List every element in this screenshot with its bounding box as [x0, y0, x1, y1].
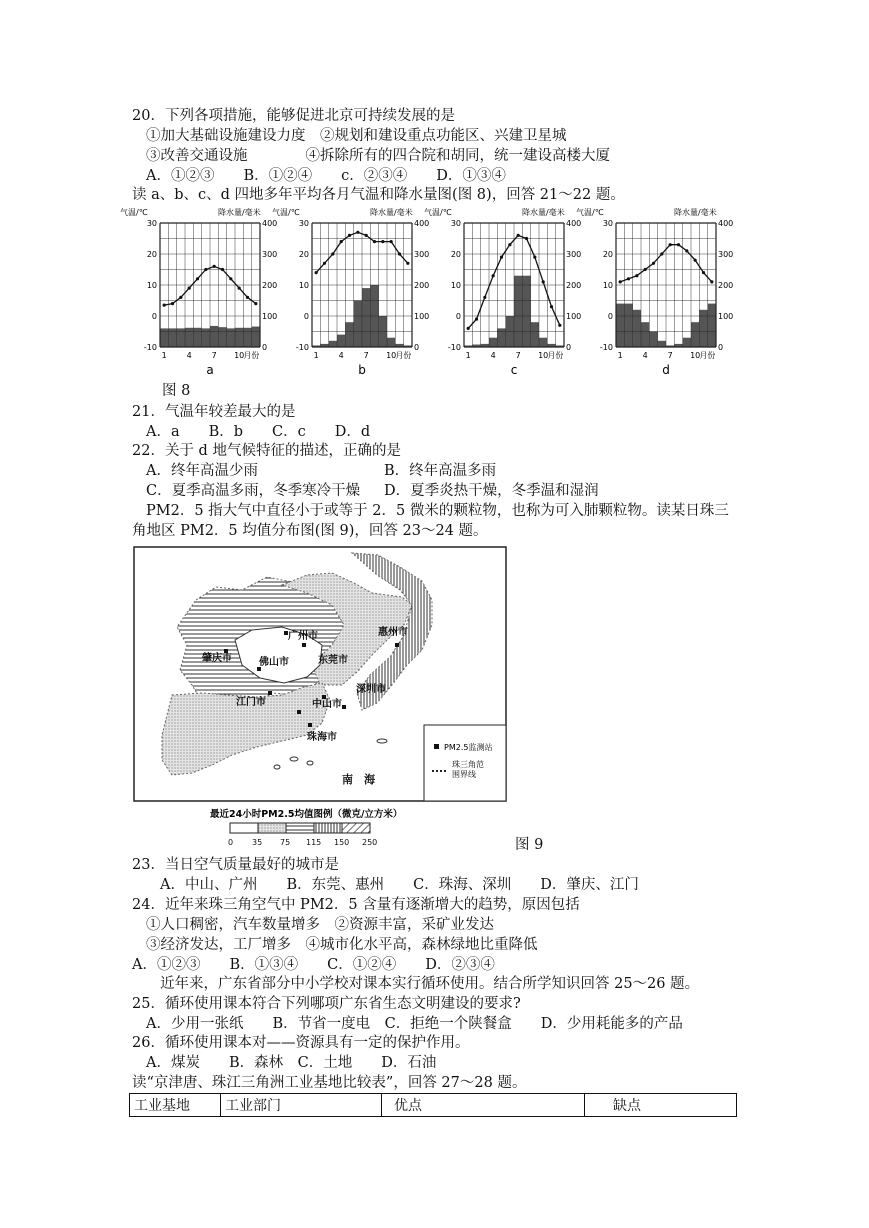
- temperature-point: [517, 234, 520, 237]
- temperature-point: [213, 265, 216, 268]
- city-label: 惠州市: [378, 627, 408, 638]
- pm-intro-line-2: 角地区 PM2．5 均值分布图(图 9)，回答 23～24 题。: [132, 523, 488, 539]
- q25-intro: 近年来，广东省部分中小学校对课本实行循环使用。结合所学知识回答 25～26 题。: [160, 976, 700, 992]
- precip-bar: [160, 328, 168, 347]
- q27-intro: 读“京津唐、珠江三角洲工业基地比较表”，回答 27～28 题。: [132, 1075, 527, 1091]
- precip-tick-label: 400: [566, 219, 582, 228]
- table-header-cell: 优点: [382, 1094, 585, 1117]
- precip-tick-label: 100: [414, 312, 430, 321]
- precip-bar: [489, 338, 497, 347]
- precip-bar: [185, 328, 193, 347]
- month-tick-label: 7: [515, 351, 521, 360]
- precip-bar: [202, 328, 210, 347]
- precip-tick-label: 0: [566, 343, 572, 352]
- q25-choices: A．少用一张纸 B．节省一度电 C．拒绝一个陕餐盒 D．少用耗能多的产品: [146, 1016, 683, 1032]
- temperature-point: [652, 262, 655, 265]
- sea-label: 南 海: [342, 773, 375, 786]
- precip-bar: [708, 304, 716, 347]
- precip-bar: [699, 310, 707, 347]
- temp-tick-label: 20: [450, 250, 461, 259]
- temp-tick-label: 0: [455, 312, 461, 321]
- month-tick-label: 7: [211, 351, 217, 360]
- q24-option-line-1: ①人口稠密，汽车数量增多 ②资源丰富，采矿业发达: [146, 917, 494, 933]
- precip-tick-label: 300: [566, 250, 582, 259]
- precip-bar: [531, 322, 539, 347]
- month-tick-label: 4: [490, 351, 496, 360]
- temperature-point: [694, 259, 697, 262]
- precip-tick-label: 200: [566, 281, 582, 290]
- fig8-intro: 读 a、b、c、d 四地多年平均各月气温和降水量图(图 8)，回答 21～22 题。: [132, 187, 625, 203]
- temperature-point: [238, 287, 241, 290]
- temperature-point: [627, 277, 630, 280]
- temperature-point: [348, 234, 351, 237]
- temperature-point: [373, 240, 376, 243]
- q24-option-line-2: ③经济发达，工厂增多 ④城市化水平高，森林绿地比重降低: [146, 937, 538, 953]
- q23-stem: 23．当日空气质量最好的城市是: [132, 857, 339, 873]
- city-label: 珠海市: [307, 732, 337, 743]
- climate-charts-figure: [116, 205, 746, 383]
- q24-choices: A．①②③ B．①③④ C．①②④ D．②③④: [132, 957, 495, 973]
- temp-tick-label: 10: [602, 281, 613, 290]
- temp-axis-label: 气温/℃: [120, 208, 148, 217]
- precip-bar: [633, 310, 641, 347]
- chart-name-label: d: [662, 363, 670, 377]
- temperature-point: [644, 268, 647, 271]
- temperature-point: [525, 237, 528, 240]
- precip-tick-label: 400: [414, 219, 430, 228]
- city-label: 深圳市: [356, 684, 386, 695]
- q22-choice-a: A．终年高温少雨: [146, 463, 258, 479]
- temperature-point: [500, 256, 503, 259]
- month-tick-label: 10: [538, 351, 549, 360]
- city-label: 肇庆市: [202, 653, 232, 664]
- temperature-point: [179, 296, 182, 299]
- temp-tick-label: -10: [295, 343, 309, 352]
- month-tick-label: 10: [234, 351, 245, 360]
- temperature-point: [356, 231, 359, 234]
- table-header-row: [130, 1094, 737, 1117]
- q22-stem: 22．关于 d 地气候特征的描述，正确的是: [132, 443, 401, 459]
- month-tick-label: 10: [690, 351, 701, 360]
- chart-name-label: a: [206, 363, 214, 377]
- fig8-caption: 图 8: [162, 383, 191, 399]
- temperature-point: [677, 243, 680, 246]
- precip-tick-label: 100: [566, 312, 582, 321]
- temp-tick-label: 20: [602, 250, 613, 259]
- climate-chart-d: [576, 207, 733, 377]
- month-tick-label: 4: [642, 351, 648, 360]
- month-unit-label: 月份: [243, 351, 260, 360]
- temperature-point: [619, 280, 622, 283]
- scale-swatch-3: [314, 823, 342, 833]
- temperature-point: [542, 280, 545, 283]
- temperature-point: [204, 268, 207, 271]
- temperature-point: [533, 256, 536, 259]
- scale-swatch-1: [258, 823, 286, 833]
- temp-tick-label: 30: [298, 219, 309, 228]
- q25-stem: 25．循环使用课本符合下列哪项广东省生态文明建设的要求?: [132, 996, 521, 1012]
- temperature-point: [390, 240, 393, 243]
- precip-bar: [522, 276, 530, 347]
- scale-tick: 75: [280, 838, 291, 847]
- temperature-point: [323, 262, 326, 265]
- scale-title: 最近24小时PM2.5均值图例（微克/立方米）: [210, 809, 403, 820]
- q22-choice-c: C．夏季高温多雨，冬季寒冷干燥: [146, 483, 361, 499]
- legend-boundary-label-1: 珠三角范: [452, 760, 484, 769]
- precip-bar: [641, 322, 649, 347]
- month-tick-label: 4: [338, 351, 344, 360]
- precip-bar: [218, 327, 226, 347]
- scale-swatch-2: [286, 823, 314, 833]
- precip-bar: [252, 327, 260, 347]
- precip-tick-label: 200: [262, 281, 278, 290]
- temperature-point: [171, 302, 174, 305]
- precip-bar: [362, 288, 370, 347]
- precip-tick-label: 400: [262, 219, 278, 228]
- q20-choices: A．①②③ B．①②④ c．②③④ D．①③④: [146, 168, 506, 184]
- precip-bar: [243, 328, 251, 347]
- temperature-point: [685, 249, 688, 252]
- precip-bar: [193, 328, 201, 347]
- precip-axis-label: 降水量/毫米: [370, 208, 413, 217]
- temperature-point: [398, 252, 401, 255]
- q22-choice-b: B．终年高温多雨: [384, 463, 497, 479]
- scale-tick: 115: [306, 838, 322, 847]
- precip-bar: [210, 326, 218, 347]
- scale-swatch-0: [230, 823, 258, 833]
- climate-chart-b: [272, 207, 429, 377]
- pm-intro-line-1: PM2．5 指大气中直径小于或等于 2．5 微米的颗粒物，也称为可入肺颗粒物。读某日珠三: [146, 503, 729, 519]
- temperature-point: [196, 277, 199, 280]
- precip-tick-label: 300: [718, 250, 734, 259]
- precip-tick-label: 300: [262, 250, 278, 259]
- precip-axis-label: 降水量/毫米: [522, 208, 565, 217]
- q20-option-line-1: ①加大基础设施建设力度 ②规划和建设重点功能区、兴建卫星城: [146, 128, 567, 144]
- temperature-point: [660, 252, 663, 255]
- month-unit-label: 月份: [395, 351, 412, 360]
- q21-stem: 21．气温年较差最大的是: [132, 404, 296, 420]
- temperature-point: [315, 271, 318, 274]
- temp-axis-label: 气温/℃: [576, 208, 604, 217]
- temp-tick-label: 0: [303, 312, 309, 321]
- month-tick-label: 1: [465, 351, 471, 360]
- pm25-map-figure: [132, 545, 512, 855]
- precip-bar: [345, 322, 353, 347]
- precip-bar: [616, 304, 624, 347]
- month-tick-label: 7: [667, 351, 673, 360]
- precip-bar: [235, 328, 243, 347]
- city-label: 中山市: [312, 699, 342, 710]
- precip-tick-label: 100: [262, 312, 278, 321]
- temperature-point: [467, 327, 470, 330]
- temperature-point: [635, 274, 638, 277]
- scale-tick: 150: [334, 838, 350, 847]
- precip-tick-label: 100: [718, 312, 734, 321]
- temperature-point: [710, 280, 713, 283]
- precip-bar: [354, 301, 362, 348]
- fig9-caption: 图 9: [515, 837, 544, 853]
- climate-chart-a: [120, 207, 277, 377]
- table-header-cell: 工业基地: [130, 1094, 221, 1117]
- precip-bar: [658, 341, 666, 347]
- precip-bar: [683, 338, 691, 347]
- scale-tick: 35: [252, 838, 263, 847]
- precip-bar: [168, 328, 176, 347]
- table-header-cell: 工业部门: [221, 1094, 382, 1117]
- temp-tick-label: 0: [607, 312, 613, 321]
- industrial-base-table: [129, 1093, 737, 1117]
- precip-bar: [227, 328, 235, 347]
- precip-bar: [329, 341, 337, 347]
- precip-tick-label: 0: [414, 343, 420, 352]
- precip-tick-label: 200: [718, 281, 734, 290]
- temp-tick-label: 30: [450, 219, 461, 228]
- temperature-point: [483, 296, 486, 299]
- temperature-point: [550, 305, 553, 308]
- temp-tick-label: 20: [298, 250, 309, 259]
- precip-tick-label: 0: [262, 343, 268, 352]
- temp-tick-label: 30: [602, 219, 613, 228]
- chart-name-label: b: [358, 363, 366, 377]
- city-label: 江门市: [236, 697, 266, 708]
- q22-choice-d: D．夏季炎热干燥，冬季温和湿润: [384, 483, 599, 499]
- q20-option-line-2: ③改善交通设施 ④拆除所有的四合院和胡同，统一建设高楼大厦: [146, 148, 610, 164]
- q23-choices: A．中山、广州 B．东莞、惠州 C．珠海、深圳 D．肇庆、江门: [160, 877, 639, 893]
- month-tick-label: 4: [186, 351, 192, 360]
- precip-bar: [624, 304, 632, 347]
- scale-swatch-4: [342, 823, 370, 833]
- month-tick-label: 10: [386, 351, 397, 360]
- precip-tick-label: 200: [414, 281, 430, 290]
- temperature-point: [340, 240, 343, 243]
- temperature-point: [246, 296, 249, 299]
- city-label: 佛山市: [259, 657, 289, 668]
- city-label: 广州市: [288, 631, 318, 642]
- temp-tick-label: 10: [450, 281, 461, 290]
- temp-axis-label: 气温/℃: [272, 208, 300, 217]
- temp-axis-label: 气温/℃: [424, 208, 452, 217]
- temperature-point: [163, 304, 166, 307]
- precip-tick-label: 0: [718, 343, 724, 352]
- temperature-point: [229, 277, 232, 280]
- q21-choices: A．a B．b C．c D．d: [146, 424, 371, 440]
- temperature-point: [365, 234, 368, 237]
- precip-bar: [387, 338, 395, 347]
- legend-boundary-label-2: 围界线: [452, 770, 476, 779]
- temperature-point: [221, 268, 224, 271]
- climate-chart-c: [424, 207, 581, 377]
- temperature-point: [508, 243, 511, 246]
- temperature-point: [188, 287, 191, 290]
- precip-bar: [691, 322, 699, 347]
- temperature-point: [254, 302, 257, 305]
- month-tick-label: 1: [313, 351, 319, 360]
- temp-tick-label: -10: [143, 343, 157, 352]
- temperature-point: [702, 271, 705, 274]
- precip-axis-label: 降水量/毫米: [674, 208, 717, 217]
- city-label: 东莞市: [318, 655, 348, 666]
- temperature-point: [475, 318, 478, 321]
- temperature-point: [669, 243, 672, 246]
- temp-tick-label: 20: [146, 250, 157, 259]
- scale-tick: 0: [228, 838, 234, 847]
- temperature-point: [558, 324, 561, 327]
- temp-tick-label: -10: [447, 343, 461, 352]
- legend-station-label: PM2.5监测站: [444, 743, 493, 752]
- precip-bar: [497, 328, 505, 347]
- temperature-point: [381, 240, 384, 243]
- scale-tick: 250: [362, 838, 378, 847]
- temp-tick-label: 10: [298, 281, 309, 290]
- month-tick-label: 7: [363, 351, 369, 360]
- temp-tick-label: 0: [151, 312, 157, 321]
- q20-stem: 20．下列各项措施，能够促进北京可持续发展的是: [132, 108, 455, 124]
- precip-bar: [514, 276, 522, 347]
- chart-name-label: c: [510, 363, 518, 377]
- q24-stem: 24．近年来珠三角空气中 PM2．5 含量有逐渐增大的趋势，原因包括: [132, 897, 580, 913]
- q26-stem: 26．循环使用课本对——资源具有一定的保护作用。: [132, 1035, 470, 1051]
- month-tick-label: 1: [617, 351, 623, 360]
- precip-bar: [337, 335, 345, 347]
- month-tick-label: 1: [161, 351, 167, 360]
- q26-choices: A．煤炭 B．森林 C．土地 D．石油: [146, 1055, 437, 1071]
- temp-tick-label: 30: [146, 219, 157, 228]
- precip-tick-label: 400: [718, 219, 734, 228]
- precip-bar: [539, 338, 547, 347]
- temperature-point: [331, 252, 334, 255]
- temp-tick-label: 10: [146, 281, 157, 290]
- month-unit-label: 月份: [547, 351, 564, 360]
- month-unit-label: 月份: [699, 351, 716, 360]
- precip-axis-label: 降水量/毫米: [218, 208, 261, 217]
- temperature-point: [492, 274, 495, 277]
- precip-bar: [177, 328, 185, 347]
- temperature-point: [406, 262, 409, 265]
- precip-bar: [649, 332, 657, 348]
- precip-tick-label: 300: [414, 250, 430, 259]
- temp-tick-label: -10: [599, 343, 613, 352]
- table-header-cell: 缺点: [585, 1094, 737, 1117]
